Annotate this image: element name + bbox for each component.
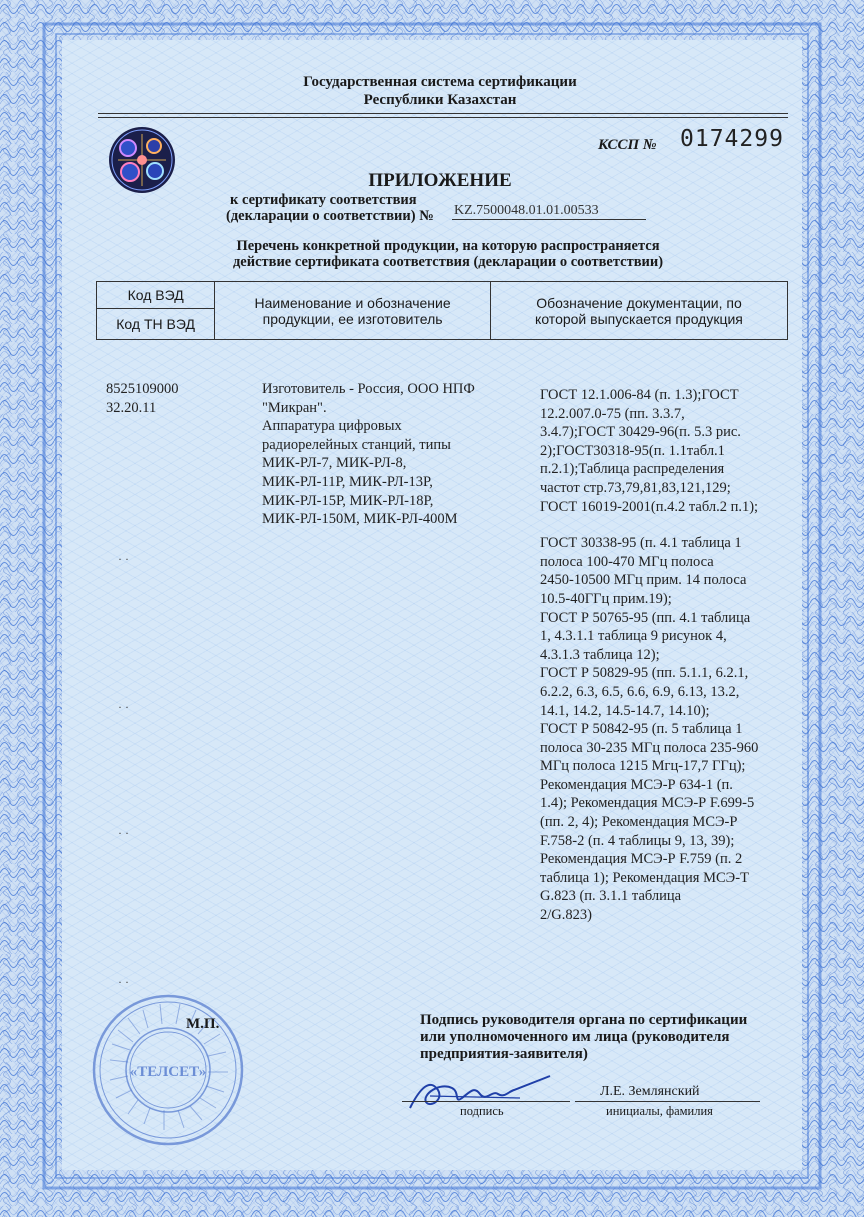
signature-caption: подпись (460, 1104, 504, 1118)
doc-line: Рекомендация МСЭ-Р 634-1 (п. (540, 776, 733, 793)
doc-line: 2450-10500 МГц прим. 14 полоса (540, 572, 747, 589)
doc-line: полоса 30-235 МГц полоса 235-960 (540, 739, 759, 756)
col-header-ved: Код ВЭД (97, 282, 215, 309)
doc-line: 14.1, 14.2, 14.5-14.7, 14.10); (540, 702, 710, 719)
signature-line (402, 1101, 570, 1102)
registry-label: КССП № (598, 137, 657, 153)
product-line: "Микран". (262, 399, 327, 416)
signature-title-line: Подпись руководителя органа по сертификации (420, 1012, 748, 1028)
col-header-documents: Обозначение документации, по которой выпускается продукция (490, 282, 787, 340)
product-line: МИК-РЛ-15Р, МИК-РЛ-18Р, (262, 492, 434, 509)
name-line (575, 1101, 760, 1102)
doc-line: ГОСТ Р 50842-95 (п. 5 таблица 1 (540, 721, 743, 738)
filler-dots: · · (118, 552, 129, 566)
product-line: МИК-РЛ-150М, МИК-РЛ-400М (262, 511, 458, 528)
product-line: Аппаратура цифровых (262, 418, 402, 435)
code-ved: 8525109000 (106, 381, 179, 397)
doc-line: полоса 100-470 МГц полоса (540, 553, 714, 570)
stamp-text: «ТЕЛСЕТ» (129, 1064, 207, 1080)
filler-dots: · · (118, 826, 129, 840)
subtitle-line-1: к сертификату соответствия (230, 192, 417, 208)
doc-line: таблица 1); Рекомендация МСЭ-Т (540, 869, 749, 886)
signature-title (420, 1012, 790, 1063)
signature-title-line: предприятия-заявителя) (420, 1046, 588, 1062)
list-title-line-2: действие сертификата соответствия (декларации о соответствии) (232, 254, 664, 270)
product-line: радиорелейных станций, типы (262, 436, 451, 453)
filler-dots: · · (118, 975, 129, 989)
doc-line: ГОСТ 16019-2001(п.4.2 табл.2 п.1); (540, 498, 759, 515)
standards-documents (540, 386, 800, 925)
doc-line: 4.3.1.3 таблица 12); (540, 646, 660, 663)
products-table-header (96, 281, 788, 340)
block-gap (540, 516, 800, 534)
doc-line: п.2.1);Таблица распределения (540, 461, 725, 478)
signer-name: Л.Е. Землянский (600, 1084, 700, 1099)
doc-line: 3.4.7);ГОСТ 30429-96(п. 5.3 рис. (540, 424, 741, 441)
doc-line: (пп. 2, 4); Рекомендация МСЭ-Р (540, 814, 738, 831)
doc-line: 2);ГОСТ30318-95(п. 1.1табл.1 (540, 442, 725, 459)
seal-place-label: М.П. (186, 1016, 220, 1032)
doc-line: ГОСТ 30338-95 (п. 4.1 таблица 1 (540, 535, 742, 552)
certificate-number: KZ.7500048.01.01.00533 (452, 203, 646, 220)
doc-line: 1.4); Рекомендация МСЭ-Р F.699-5 (540, 795, 755, 812)
header-divider (98, 113, 788, 114)
doc-line: ГОСТ Р 50829-95 (пп. 5.1.1, 6.2.1, (540, 665, 749, 682)
doc-line: 10.5-40ГГц прим.19); (540, 590, 672, 607)
doc-line: 6.2.2, 6.3, 6.5, 6.6, 6.9, 6.13, 13.2, (540, 683, 740, 700)
document-title: ПРИЛОЖЕНИЕ (368, 170, 512, 191)
product-line: МИК-РЛ-11Р, МИК-РЛ-13Р, (262, 473, 433, 490)
col-header-product: Наименование и обозначение продукции, ее изготовитель (215, 282, 491, 340)
doc-line: Рекомендация МСЭ-Р F.759 (п. 2 (540, 851, 743, 868)
registry-number: 0174299 (680, 126, 784, 152)
doc-line: частот стр.73,79,81,83,121,129; (540, 479, 731, 496)
doc-line: G.823 (п. 3.1.1 таблица (540, 888, 682, 905)
header-line-1: Государственная система сертификации (303, 74, 577, 90)
doc-line: F.758-2 (п. 4 таблицы 9, 13, 39); (540, 832, 735, 849)
product-line: Изготовитель - Россия, ООО НПФ (262, 381, 475, 397)
doc-line: 2/G.823) (540, 907, 592, 924)
doc-line: ГОСТ 12.1.006-84 (п. 1.3);ГОСТ (540, 387, 739, 403)
header-divider-thin (98, 117, 788, 118)
signature-title-line: или уполномоченного им лица (руководителя (420, 1029, 730, 1045)
code-tn-ved: 32.20.11 (106, 399, 157, 416)
seal-stamp-icon (88, 990, 248, 1150)
doc-line: ГОСТ Р 50765-95 (пп. 4.1 таблица (540, 609, 751, 626)
doc-line: 12.2.007.0-75 (пп. 3.3.7, (540, 405, 685, 422)
filler-dots: · · (118, 700, 129, 714)
header-line-2: Республики Казахстан (363, 92, 517, 108)
doc-line: МГц полоса 1215 Мгц-17,7 ГГц); (540, 758, 746, 775)
doc-line: 1, 4.3.1.1 таблица 9 рисунок 4, (540, 628, 727, 645)
col-header-tn-ved: Код ТН ВЭД (97, 309, 215, 340)
product-line: МИК-РЛ-7, МИК-РЛ-8, (262, 455, 407, 472)
product-description (262, 380, 512, 529)
product-codes (106, 380, 179, 417)
name-caption: инициалы, фамилия (606, 1104, 713, 1118)
hologram-emblem-icon (108, 126, 176, 194)
subtitle-line-2: (декларации о соответствии) № (226, 208, 434, 224)
list-title-line-1: Перечень конкретной продукции, на которую распространяется (236, 238, 660, 254)
